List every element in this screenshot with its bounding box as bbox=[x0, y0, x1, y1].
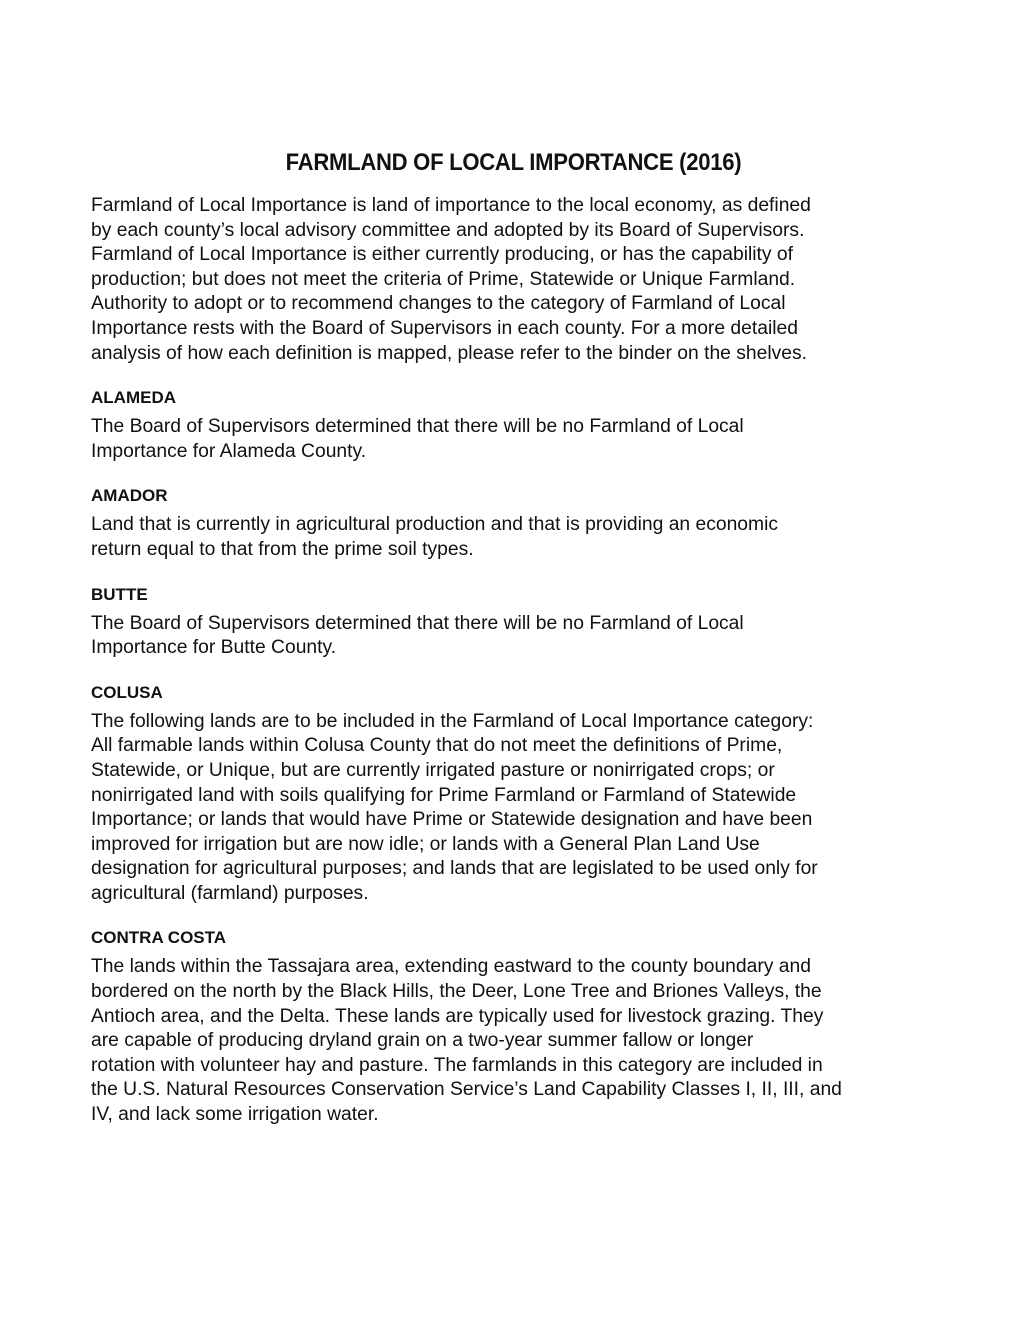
county-text-line: All farmable lands within Colusa County that do not meet the definitions of Prime, bbox=[91, 735, 783, 757]
county-text-line: are capable of producing dryland grain on a two-year summer fallow or longer bbox=[91, 1030, 754, 1052]
intro-line: Authority to adopt or to recommend changes to the category of Farmland of Local bbox=[91, 293, 786, 315]
county-text-line: return equal to that from the prime soil types. bbox=[91, 538, 474, 560]
county-text-line: nonirrigated land with soils qualifying for Prime Farmland or Farmland of Statewide bbox=[91, 784, 797, 806]
county-text-line: The Board of Supervisors determined that there will be no Farmland of Local bbox=[91, 612, 744, 634]
intro-line: Farmland of Local Importance is either currently producing, or has the capability of bbox=[91, 244, 793, 266]
county-text-line: The lands within the Tassajara area, extending eastward to the county boundary and bbox=[91, 956, 811, 978]
county-text-line: Importance; or lands that would have Prime or Statewide designation and have been bbox=[91, 809, 813, 831]
county-sections bbox=[91, 386, 951, 1127]
county-text-line: IV, and lack some irrigation water. bbox=[91, 1104, 379, 1126]
document-page bbox=[91, 148, 951, 1128]
county-heading: CONTRA COSTA bbox=[91, 928, 227, 948]
county-text-line: Importance for Butte County. bbox=[91, 637, 337, 659]
county-text-line: improved for irrigation but are now idle; or lands with a General Plan Land Use bbox=[91, 833, 760, 855]
intro-line: Importance rests with the Board of Supervisors in each county. For a more detailed bbox=[91, 317, 798, 339]
county-heading: ALAMEDA bbox=[91, 388, 176, 408]
county-text-line: The Board of Supervisors determined that there will be no Farmland of Local bbox=[91, 416, 744, 438]
intro-line: Farmland of Local Importance is land of importance to the local economy, as defined bbox=[91, 195, 811, 216]
intro-paragraph bbox=[91, 194, 951, 366]
county-section-alameda bbox=[91, 386, 951, 464]
county-text-line: Importance for Alameda County. bbox=[91, 440, 367, 462]
intro-line: by each county’s local advisory committee and adopted by its Board of Supervisors. bbox=[91, 219, 805, 241]
county-text-line: Statewide, or Unique, but are currently irrigated pasture or nonirrigated crops; or bbox=[91, 759, 775, 781]
county-text-line: The following lands are to be included in the Farmland of Local Importance category: bbox=[91, 710, 814, 732]
county-text-line: Land that is currently in agricultural production and that is providing an economic bbox=[91, 514, 779, 536]
county-text-line: agricultural (farmland) purposes. bbox=[91, 882, 369, 904]
county-section-colusa bbox=[91, 681, 951, 907]
county-heading: BUTTE bbox=[91, 584, 148, 604]
intro-line: analysis of how each definition is mapped, please refer to the binder on the shelves. bbox=[91, 342, 807, 364]
county-text-line: designation for agricultural purposes; and lands that are legislated to be used only for bbox=[91, 858, 818, 880]
county-text-line: the U.S. Natural Resources Conservation Service’s Land Capability Classes I, II, III, and bbox=[91, 1079, 842, 1101]
intro-line: production; but does not meet the criteria of Prime, Statewide or Unique Farmland. bbox=[91, 268, 796, 290]
page-title: FARMLAND OF LOCAL IMPORTANCE (2016) bbox=[285, 149, 742, 176]
county-heading: COLUSA bbox=[91, 682, 163, 702]
county-text-line: bordered on the north by the Black Hills, the Deer, Lone Tree and Briones Valleys, the bbox=[91, 981, 822, 1003]
county-text-line: rotation with volunteer hay and pasture. The farmlands in this category are included in bbox=[91, 1054, 823, 1076]
county-heading: AMADOR bbox=[91, 486, 168, 506]
county-section-contra-costa bbox=[91, 926, 951, 1127]
county-text-line: Antioch area, and the Delta. These lands are typically used for livestock grazing. They bbox=[91, 1005, 824, 1027]
county-section-amador bbox=[91, 484, 951, 562]
county-section-butte bbox=[91, 583, 951, 661]
